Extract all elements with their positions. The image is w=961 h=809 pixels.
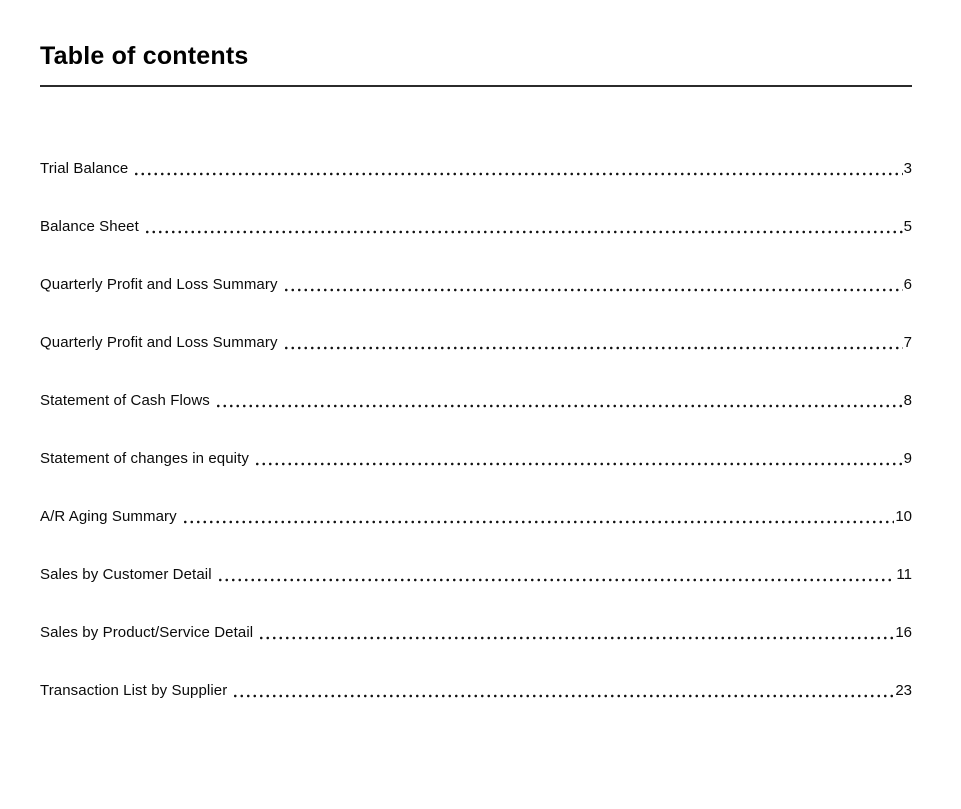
toc-entry[interactable] bbox=[40, 275, 912, 295]
toc-entry-label: Balance Sheet bbox=[40, 218, 139, 235]
toc-entry[interactable] bbox=[40, 623, 912, 643]
toc-entry[interactable] bbox=[40, 681, 912, 701]
toc-entry-label: Quarterly Profit and Loss Summary bbox=[40, 334, 278, 351]
toc-entry-label: Sales by Customer Detail bbox=[40, 566, 212, 583]
toc-entry[interactable] bbox=[40, 159, 912, 179]
dot-leader bbox=[182, 520, 895, 524]
toc-entry[interactable] bbox=[40, 217, 912, 237]
toc-entry-page: 23 bbox=[895, 682, 912, 699]
dot-leader bbox=[254, 462, 903, 466]
dot-leader bbox=[215, 404, 903, 408]
toc-entry-label: Statement of changes in equity bbox=[40, 450, 249, 467]
toc-entry-page: 7 bbox=[903, 334, 912, 351]
toc-entry-page: 10 bbox=[895, 508, 912, 525]
toc-entry-page: 6 bbox=[903, 276, 912, 293]
dot-leader bbox=[217, 578, 896, 582]
toc-entry-label: Trial Balance bbox=[40, 160, 129, 177]
toc-entry-page: 3 bbox=[903, 160, 912, 177]
dot-leader bbox=[133, 172, 902, 176]
dot-leader bbox=[283, 288, 903, 292]
toc-entry-label: A/R Aging Summary bbox=[40, 508, 177, 525]
toc-entry[interactable] bbox=[40, 449, 912, 469]
document-page bbox=[0, 42, 961, 809]
page-title: Table of contents bbox=[40, 42, 249, 70]
toc-entry-page: 11 bbox=[896, 566, 912, 583]
toc-entry-page: 16 bbox=[895, 624, 912, 641]
toc-entry-label: Transaction List by Supplier bbox=[40, 682, 228, 699]
toc-entry-page: 8 bbox=[903, 392, 912, 409]
dot-leader bbox=[232, 694, 894, 698]
toc-entry[interactable] bbox=[40, 391, 912, 411]
dot-leader bbox=[144, 230, 903, 234]
title-divider bbox=[40, 85, 912, 87]
toc-list bbox=[40, 159, 912, 701]
toc-entry-page: 9 bbox=[903, 450, 912, 467]
toc-entry[interactable] bbox=[40, 565, 912, 585]
dot-leader bbox=[258, 636, 894, 640]
toc-entry-label: Quarterly Profit and Loss Summary bbox=[40, 276, 278, 293]
toc-entry-label: Statement of Cash Flows bbox=[40, 392, 210, 409]
toc-entry[interactable] bbox=[40, 333, 912, 353]
toc-entry-label: Sales by Product/Service Detail bbox=[40, 624, 254, 641]
dot-leader bbox=[283, 346, 903, 350]
toc-entry-page: 5 bbox=[903, 218, 912, 235]
toc-entry[interactable] bbox=[40, 507, 912, 527]
